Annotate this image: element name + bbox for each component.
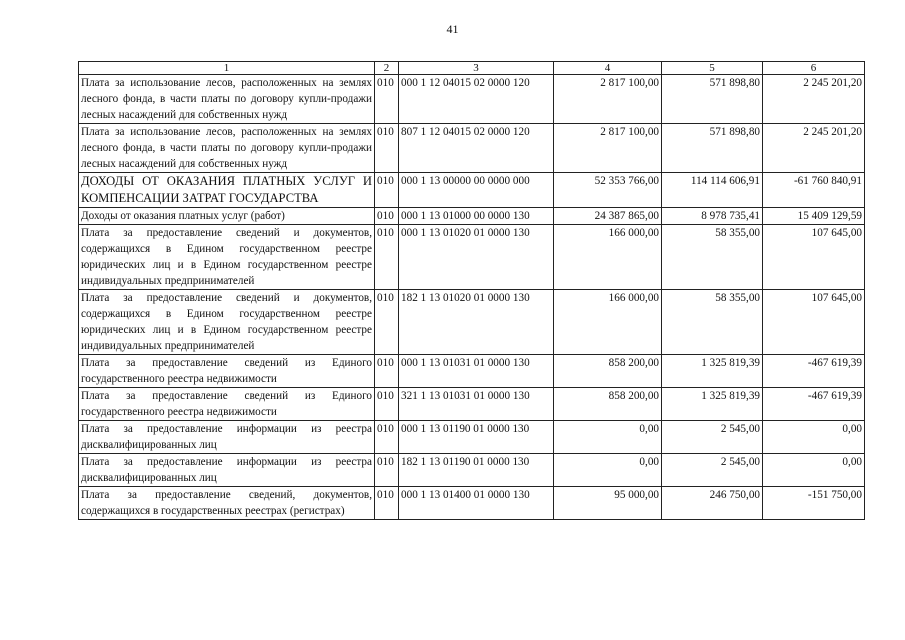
- column-header: 6: [763, 62, 865, 75]
- table-header-row: [79, 62, 865, 75]
- table-row: [79, 388, 865, 421]
- cell-col4: 166 000,00: [554, 290, 662, 355]
- cell-name: Плата за использование лесов, расположенных на землях лесного фонда, в части платы по договору купли-продажи лесных насаждений для собственных нужд: [79, 124, 375, 173]
- cell-name: Плата за предоставление сведений из Единого государственного реестра недвижимости: [79, 355, 375, 388]
- cell-col4: 52 353 766,00: [554, 173, 662, 208]
- cell-admin: 010: [375, 225, 399, 290]
- table-row: [79, 124, 865, 173]
- cell-name: Плата за предоставление сведений, документов, содержащихся в государственных реестрах (регистрах): [79, 487, 375, 520]
- column-header: 3: [399, 62, 554, 75]
- column-header: 5: [662, 62, 763, 75]
- cell-col4: 0,00: [554, 454, 662, 487]
- cell-admin: 010: [375, 208, 399, 225]
- cell-col6: 0,00: [763, 421, 865, 454]
- cell-code: 807 1 12 04015 02 0000 120: [399, 124, 554, 173]
- table-row: [79, 208, 865, 225]
- cell-code: 000 1 13 00000 00 0000 000: [399, 173, 554, 208]
- cell-col5: 1 325 819,39: [662, 388, 763, 421]
- cell-col5: 58 355,00: [662, 225, 763, 290]
- cell-name: Плата за предоставление информации из реестра дисквалифицированных лиц: [79, 454, 375, 487]
- cell-code: 000 1 13 01000 00 0000 130: [399, 208, 554, 225]
- page-number: 41: [446, 22, 459, 36]
- table-row: [79, 454, 865, 487]
- cell-admin: 010: [375, 487, 399, 520]
- cell-code: 182 1 13 01020 01 0000 130: [399, 290, 554, 355]
- cell-code: 000 1 13 01031 01 0000 130: [399, 355, 554, 388]
- table-row: [79, 487, 865, 520]
- cell-col5: 246 750,00: [662, 487, 763, 520]
- cell-col6: 107 645,00: [763, 225, 865, 290]
- cell-admin: 010: [375, 290, 399, 355]
- cell-col6: 107 645,00: [763, 290, 865, 355]
- cell-name: Доходы от оказания платных услуг (работ): [79, 208, 375, 225]
- table-row: [79, 355, 865, 388]
- table-row: [79, 421, 865, 454]
- cell-admin: 010: [375, 75, 399, 124]
- cell-col5: 58 355,00: [662, 290, 763, 355]
- cell-col6: -467 619,39: [763, 355, 865, 388]
- cell-col6: -467 619,39: [763, 388, 865, 421]
- column-header: 1: [79, 62, 375, 75]
- cell-col5: 1 325 819,39: [662, 355, 763, 388]
- cell-col4: 0,00: [554, 421, 662, 454]
- cell-col6: -61 760 840,91: [763, 173, 865, 208]
- cell-name: ДОХОДЫ ОТ ОКАЗАНИЯ ПЛАТНЫХ УСЛУГ И КОМПЕНСАЦИИ ЗАТРАТ ГОСУДАРСТВА: [79, 173, 375, 208]
- cell-col4: 858 200,00: [554, 355, 662, 388]
- cell-name: Плата за предоставление сведений и документов, содержащихся в Едином государственном реестре юридических лиц и в Едином государственном реестре индивидуальных предпринимателей: [79, 225, 375, 290]
- cell-col5: 571 898,80: [662, 124, 763, 173]
- cell-col6: 2 245 201,20: [763, 124, 865, 173]
- cell-name: Плата за предоставление сведений и документов, содержащихся в Едином государственном реестре юридических лиц и в Едином государственном реестре индивидуальных предпринимателей: [79, 290, 375, 355]
- cell-name: Плата за использование лесов, расположенных на землях лесного фонда, в части платы по договору купли-продажи лесных насаждений для собственных нужд: [79, 75, 375, 124]
- table-row: [79, 290, 865, 355]
- cell-col4: 166 000,00: [554, 225, 662, 290]
- cell-name: Плата за предоставление сведений из Единого государственного реестра недвижимости: [79, 388, 375, 421]
- cell-code: 000 1 12 04015 02 0000 120: [399, 75, 554, 124]
- table-row: [79, 75, 865, 124]
- cell-col4: 24 387 865,00: [554, 208, 662, 225]
- cell-col6: -151 750,00: [763, 487, 865, 520]
- cell-col5: 2 545,00: [662, 421, 763, 454]
- revenue-table: [78, 61, 865, 520]
- column-header: 4: [554, 62, 662, 75]
- cell-col6: 2 245 201,20: [763, 75, 865, 124]
- cell-col5: 8 978 735,41: [662, 208, 763, 225]
- cell-code: 182 1 13 01190 01 0000 130: [399, 454, 554, 487]
- cell-admin: 010: [375, 124, 399, 173]
- cell-col4: 95 000,00: [554, 487, 662, 520]
- cell-code: 000 1 13 01400 01 0000 130: [399, 487, 554, 520]
- cell-admin: 010: [375, 355, 399, 388]
- table-row: [79, 225, 865, 290]
- cell-col4: 858 200,00: [554, 388, 662, 421]
- cell-code: 000 1 13 01190 01 0000 130: [399, 421, 554, 454]
- cell-admin: 010: [375, 421, 399, 454]
- table-row: [79, 173, 865, 208]
- cell-code: 321 1 13 01031 01 0000 130: [399, 388, 554, 421]
- cell-col5: 114 114 606,91: [662, 173, 763, 208]
- cell-col6: 0,00: [763, 454, 865, 487]
- cell-col4: 2 817 100,00: [554, 124, 662, 173]
- cell-name: Плата за предоставление информации из реестра дисквалифицированных лиц: [79, 421, 375, 454]
- cell-admin: 010: [375, 173, 399, 208]
- cell-col6: 15 409 129,59: [763, 208, 865, 225]
- cell-col5: 571 898,80: [662, 75, 763, 124]
- cell-col4: 2 817 100,00: [554, 75, 662, 124]
- cell-code: 000 1 13 01020 01 0000 130: [399, 225, 554, 290]
- column-header: 2: [375, 62, 399, 75]
- cell-admin: 010: [375, 388, 399, 421]
- cell-col5: 2 545,00: [662, 454, 763, 487]
- cell-admin: 010: [375, 454, 399, 487]
